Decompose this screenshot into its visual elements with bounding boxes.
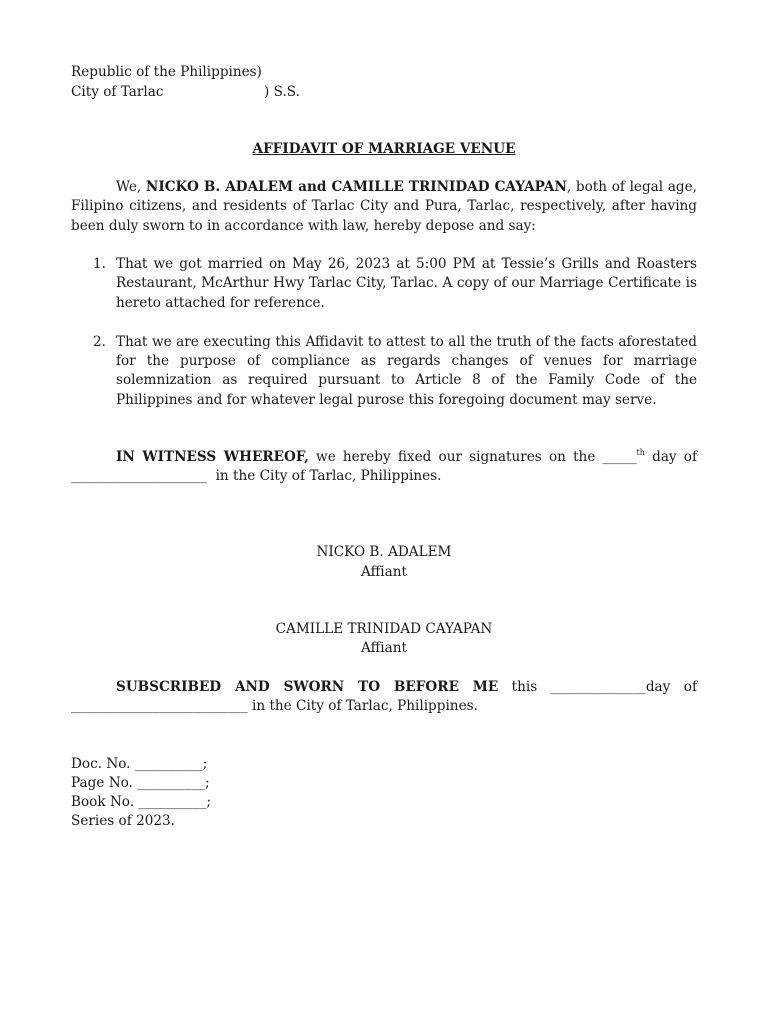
signatory-2-role: Affiant [361, 640, 407, 656]
book-number: Book No. __________; [71, 794, 211, 810]
intro-rest: , both of legal age, Filipino citizens, and residents of Tarlac City and Pura, Tarlac, respectively, after having been duly sworn to in accordance with law, hereby depose and say: [71, 179, 697, 234]
document-title: AFFIDAVIT OF MARRIAGE VENUE [252, 141, 516, 157]
witness-paragraph [71, 448, 697, 487]
deposition-list [71, 255, 697, 410]
doc-number: Doc. No. __________; [71, 756, 208, 772]
series-year: Series of 2023. [71, 813, 175, 829]
list-text: That we got married on May 26, 2023 at 5:00 PM at Tessie’s Grills and Roasters Restaurant, McArthur Hwy Tarlac City, Tarlac. A copy of our Marriage Certificate is hereto attached for reference. [116, 256, 697, 311]
intro-prefix: We, [116, 179, 146, 195]
witness-lead: IN WITNESS WHEREOF, [116, 449, 309, 465]
witness-line-1 [71, 448, 697, 467]
jurat-line-2: __________________________ in the City of Tarlac, Philippines. [71, 698, 478, 715]
witness-text: we hereby fixed our signatures on the _____ [308, 449, 637, 465]
signatory-1-role: Affiant [361, 564, 407, 580]
jurat-text: this ______________day of [498, 679, 697, 695]
venue-republic: Republic of the Philippines) [71, 64, 262, 80]
signatory-2-name: CAMILLE TRINIDAD CAYAPAN [275, 621, 493, 637]
affiant-names: NICKO B. ADALEM and CAMILLE TRINIDAD CAYAPAN [145, 179, 567, 195]
page-number: Page No. __________; [71, 775, 210, 791]
witness-line-2: ____________________ in the City of Tarlac, Philippines. [71, 468, 442, 485]
jurat-lead: SUBSCRIBED AND SWORN TO BEFORE ME [116, 679, 499, 695]
jurat-paragraph [71, 678, 697, 717]
list-item [71, 333, 697, 411]
venue-ss: ) S.S. [264, 84, 300, 100]
venue-city [71, 83, 300, 102]
venue-city-label: City of Tarlac [71, 84, 164, 100]
witness-text-end: day of [644, 449, 698, 465]
jurat-line-1 [71, 678, 697, 697]
list-number: 1. [93, 256, 106, 272]
intro-paragraph [71, 178, 697, 236]
ordinal-suffix: th [636, 448, 645, 457]
signatory-1-name: NICKO B. ADALEM [316, 544, 452, 560]
list-number: 2. [93, 333, 106, 350]
list-text: That we are executing this Affidavit to attest to all the truth of the facts aforestated for the purpose of compliance as regards changes of venues for marriage solemnization as required pursuant to Article 8 of the Family Code of the Philippines and for whatever legal purose this foregoing document may serve. [116, 333, 697, 408]
list-item [71, 255, 697, 313]
